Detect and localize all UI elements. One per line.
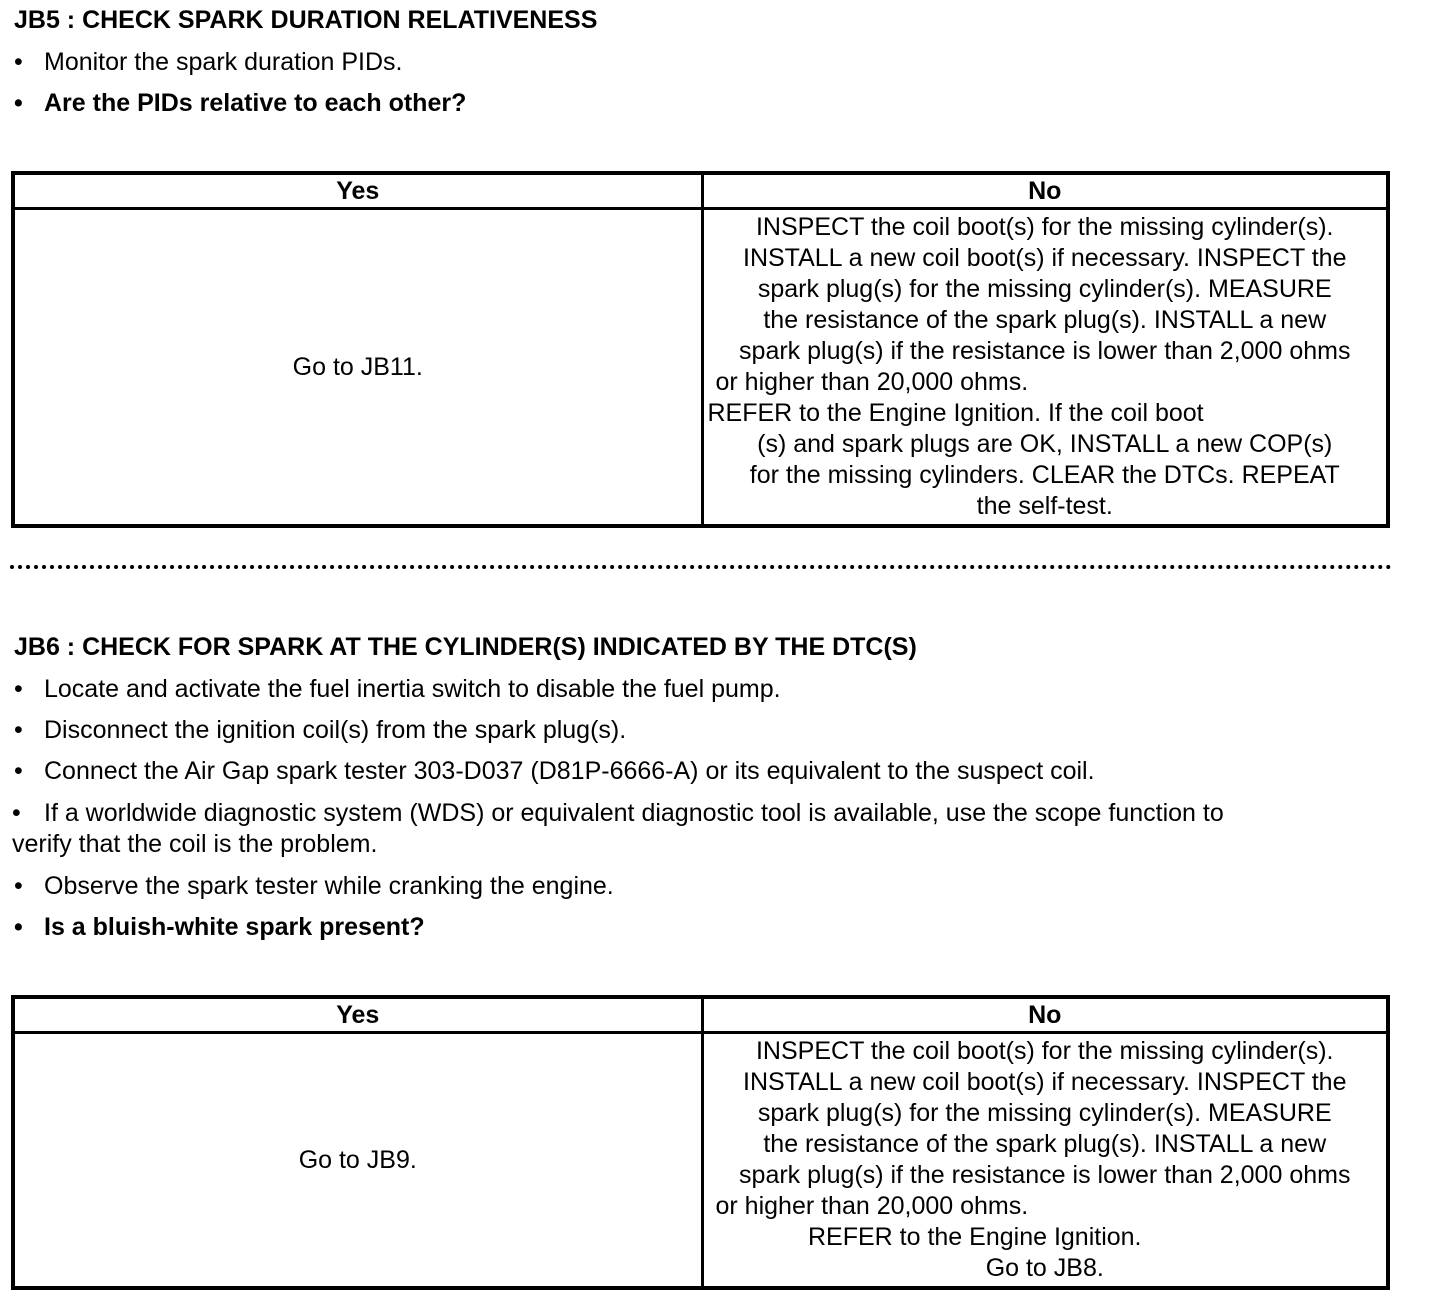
jb6-heading: JB6 : CHECK FOR SPARK AT THE CYLINDER(S) INDICATED BY THE DTC(S) (14, 633, 917, 661)
jb6-step-inertia-switch: • Locate and activate the fuel inertia switch to disable the fuel pump. (14, 675, 781, 703)
jb6-no-line: INSTALL a new coil boot(s) if necessary. INSPECT the (743, 1068, 1347, 1096)
jb6-no-line: INSPECT the coil boot(s) for the missing cylinder(s). (755, 1037, 1334, 1065)
bullet-icon: • (14, 48, 23, 76)
jb5-no-line: spark plug(s) if the resistance is lower than 2,000 ohms (739, 337, 1351, 365)
jb6-no-line: REFER to the Engine Ignition. (807, 1223, 1142, 1251)
jb5-no-header: No (702, 173, 1388, 209)
jb5-no-line: (s) and spark plugs are OK, INSTALL a new COP(s) (757, 430, 1333, 458)
jb6-yes-cell: Go to JB9. (13, 1033, 702, 1289)
bullet-icon: • (14, 913, 23, 941)
bullet-icon: • (14, 716, 23, 744)
jb5-no-line: spark plug(s) for the missing cylinder(s). MEASURE (757, 275, 1332, 303)
jb6-no-line: Go to JB8. (985, 1254, 1104, 1282)
jb5-step-monitor: • Monitor the spark duration PIDs. (14, 48, 403, 76)
jb5-decision-table (11, 171, 1390, 528)
jb6-no-line: spark plug(s) if the resistance is lower than 2,000 ohms (739, 1161, 1351, 1189)
jb5-no-line: INSPECT the coil boot(s) for the missing cylinder(s). (755, 213, 1334, 241)
bullet-icon: • (12, 799, 21, 827)
jb6-step-observe: • Observe the spark tester while cranking the engine. (14, 872, 614, 900)
jb6-decision-table (11, 995, 1390, 1290)
jb5-yes-header: Yes (13, 173, 702, 209)
jb5-yes-cell: Go to JB11. (13, 209, 702, 527)
jb5-no-line: REFER to the Engine Ignition. If the coil boot (707, 399, 1204, 427)
jb5-heading: JB5 : CHECK SPARK DURATION RELATIVENESS (14, 6, 598, 34)
bullet-icon: • (14, 89, 23, 117)
jb6-yes-header: Yes (13, 997, 702, 1033)
jb5-no-line: the resistance of the spark plug(s). INSTALL a new (763, 306, 1327, 334)
jb5-no-line: INSTALL a new coil boot(s) if necessary. INSPECT the (743, 244, 1347, 272)
jb6-step-disconnect-coil: • Disconnect the ignition coil(s) from the spark plug(s). (14, 716, 627, 744)
jb5-no-line: the self-test. (976, 492, 1113, 520)
bullet-icon: • (14, 872, 23, 900)
jb6-no-cell (702, 1033, 1388, 1289)
jb5-question: • Are the PIDs relative to each other? (14, 89, 467, 117)
jb5-no-line: for the missing cylinders. CLEAR the DTCs. REPEAT (749, 461, 1340, 489)
bullet-icon: • (14, 757, 23, 785)
jb5-no-cell (702, 209, 1388, 527)
jb6-step-connect-tester: • Connect the Air Gap spark tester 303-D037 (D81P-6666-A) or its equivalent to the suspect coil. (14, 757, 1095, 785)
jb6-no-header: No (702, 997, 1388, 1033)
jb6-no-line: or higher than 20,000 ohms. (715, 1192, 1029, 1220)
jb6-question: • Is a bluish-white spark present? (14, 913, 425, 941)
jb6-no-line: the resistance of the spark plug(s). INSTALL a new (763, 1130, 1327, 1158)
jb6-no-line: spark plug(s) for the missing cylinder(s). MEASURE (757, 1099, 1332, 1127)
jb5-no-line: or higher than 20,000 ohms. (715, 368, 1029, 396)
section-divider (10, 565, 1392, 569)
bullet-icon: • (14, 675, 23, 703)
jb6-step-wds-scope: • If a worldwide diagnostic system (WDS) or equivalent diagnostic tool is available, use the scope function to verify that the coil is the problem. (12, 799, 1224, 858)
